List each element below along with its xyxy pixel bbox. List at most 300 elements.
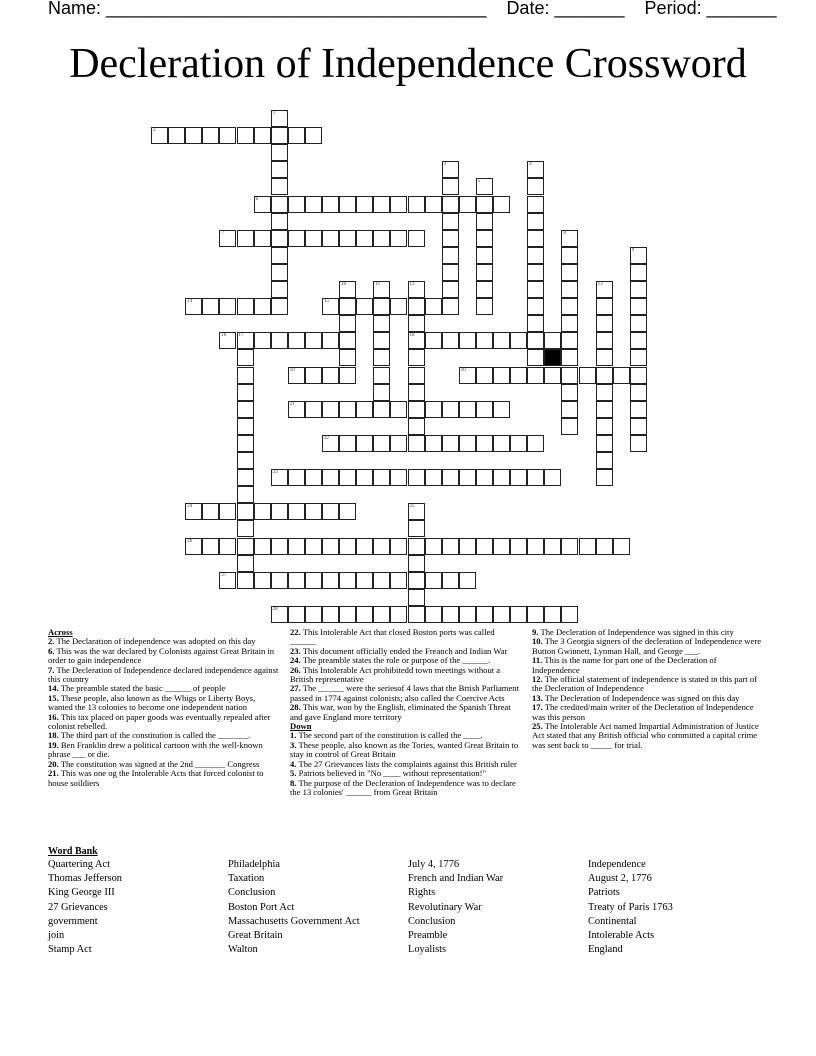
grid-cell[interactable] bbox=[442, 538, 459, 555]
grid-cell[interactable] bbox=[442, 401, 459, 418]
grid-cell[interactable] bbox=[254, 196, 271, 213]
grid-cell[interactable] bbox=[544, 332, 561, 349]
grid-cell[interactable] bbox=[339, 332, 356, 349]
grid-cell[interactable] bbox=[425, 401, 442, 418]
grid-cell[interactable] bbox=[219, 572, 236, 589]
grid-cell[interactable] bbox=[442, 213, 459, 230]
grid-cell[interactable] bbox=[237, 298, 254, 315]
grid-cell[interactable] bbox=[339, 281, 356, 298]
grid-cell[interactable] bbox=[373, 196, 390, 213]
grid-cell[interactable] bbox=[339, 315, 356, 332]
grid-cell[interactable] bbox=[373, 401, 390, 418]
grid-cell[interactable] bbox=[373, 315, 390, 332]
grid-cell[interactable] bbox=[527, 349, 544, 366]
grid-cell[interactable] bbox=[339, 367, 356, 384]
grid-cell[interactable] bbox=[237, 332, 254, 349]
grid-cell[interactable] bbox=[288, 127, 305, 144]
grid-cell[interactable] bbox=[237, 418, 254, 435]
grid-cell[interactable] bbox=[254, 503, 271, 520]
grid-cell[interactable] bbox=[305, 401, 322, 418]
grid-cell[interactable] bbox=[476, 538, 493, 555]
grid-cell[interactable] bbox=[288, 538, 305, 555]
grid-cell[interactable] bbox=[390, 572, 407, 589]
grid-cell[interactable] bbox=[442, 230, 459, 247]
grid-cell[interactable] bbox=[544, 469, 561, 486]
clues-column-1 bbox=[48, 628, 280, 788]
grid-cell[interactable] bbox=[630, 367, 647, 384]
grid-cell[interactable] bbox=[596, 281, 613, 298]
grid-cell[interactable] bbox=[322, 298, 339, 315]
grid-cell[interactable] bbox=[237, 367, 254, 384]
grid-cell[interactable] bbox=[459, 401, 476, 418]
grid-cell[interactable] bbox=[630, 349, 647, 366]
word-bank-item: Continental bbox=[588, 915, 637, 927]
grid-cell[interactable] bbox=[356, 196, 373, 213]
grid-cell[interactable] bbox=[561, 538, 578, 555]
clue-number: 13 bbox=[597, 282, 603, 287]
grid-cell[interactable] bbox=[373, 349, 390, 366]
grid-cell[interactable] bbox=[237, 538, 254, 555]
grid-cell[interactable] bbox=[373, 538, 390, 555]
grid-cell[interactable] bbox=[390, 196, 407, 213]
grid-cell[interactable] bbox=[356, 572, 373, 589]
grid-cell[interactable] bbox=[596, 349, 613, 366]
grid-cell[interactable] bbox=[185, 538, 202, 555]
grid-cell[interactable] bbox=[271, 110, 288, 127]
grid-cell[interactable] bbox=[237, 503, 254, 520]
grid-cell[interactable] bbox=[442, 264, 459, 281]
grid-cell[interactable] bbox=[202, 538, 219, 555]
grid-cell[interactable] bbox=[288, 196, 305, 213]
grid-cell[interactable] bbox=[219, 230, 236, 247]
grid-cell[interactable] bbox=[493, 606, 510, 623]
grid-cell[interactable] bbox=[339, 606, 356, 623]
grid-cell[interactable] bbox=[527, 178, 544, 195]
grid-cell[interactable] bbox=[561, 384, 578, 401]
grid-cell[interactable] bbox=[527, 315, 544, 332]
grid-cell[interactable] bbox=[237, 230, 254, 247]
grid-cell[interactable] bbox=[630, 247, 647, 264]
grid-cell[interactable] bbox=[596, 435, 613, 452]
grid-cell[interactable] bbox=[510, 332, 527, 349]
grid-cell[interactable] bbox=[288, 230, 305, 247]
grid-cell[interactable] bbox=[493, 401, 510, 418]
grid-cell[interactable] bbox=[305, 606, 322, 623]
grid-cell[interactable] bbox=[339, 538, 356, 555]
grid-cell[interactable] bbox=[425, 196, 442, 213]
grid-cell[interactable] bbox=[219, 332, 236, 349]
grid-cell[interactable] bbox=[339, 572, 356, 589]
grid-cell[interactable] bbox=[476, 281, 493, 298]
grid-cell[interactable] bbox=[459, 435, 476, 452]
grid-cell[interactable] bbox=[305, 332, 322, 349]
grid-cell[interactable] bbox=[527, 264, 544, 281]
grid-cell[interactable] bbox=[425, 572, 442, 589]
grid-cell[interactable] bbox=[271, 196, 288, 213]
date-label: Date: bbox=[506, 0, 550, 18]
grid-cell[interactable] bbox=[339, 469, 356, 486]
grid-cell[interactable] bbox=[373, 332, 390, 349]
grid-cell[interactable] bbox=[442, 196, 459, 213]
grid-cell[interactable] bbox=[408, 469, 425, 486]
grid-cell[interactable] bbox=[527, 367, 544, 384]
grid-cell[interactable] bbox=[322, 332, 339, 349]
grid-cell[interactable] bbox=[322, 606, 339, 623]
grid-cell[interactable] bbox=[271, 281, 288, 298]
grid-cell[interactable] bbox=[373, 230, 390, 247]
grid-cell[interactable] bbox=[459, 606, 476, 623]
grid-cell[interactable] bbox=[373, 298, 390, 315]
grid-cell[interactable] bbox=[476, 469, 493, 486]
grid-cell[interactable] bbox=[356, 298, 373, 315]
grid-cell[interactable] bbox=[527, 606, 544, 623]
grid-cell[interactable] bbox=[202, 503, 219, 520]
grid-cell[interactable] bbox=[271, 161, 288, 178]
grid-cell[interactable] bbox=[442, 247, 459, 264]
grid-cell[interactable] bbox=[476, 401, 493, 418]
grid-cell[interactable] bbox=[288, 606, 305, 623]
grid-cell[interactable] bbox=[322, 572, 339, 589]
grid-cell[interactable] bbox=[339, 230, 356, 247]
grid-cell[interactable] bbox=[271, 332, 288, 349]
grid-cell[interactable] bbox=[237, 452, 254, 469]
grid-cell[interactable] bbox=[596, 469, 613, 486]
grid-cell[interactable] bbox=[442, 572, 459, 589]
grid-cell[interactable] bbox=[493, 435, 510, 452]
grid-cell[interactable] bbox=[356, 435, 373, 452]
grid-cell[interactable] bbox=[254, 230, 271, 247]
grid-cell[interactable] bbox=[288, 367, 305, 384]
grid-cell[interactable] bbox=[408, 315, 425, 332]
grid-cell[interactable] bbox=[459, 572, 476, 589]
grid-cell[interactable] bbox=[356, 538, 373, 555]
grid-cell[interactable] bbox=[408, 418, 425, 435]
grid-cell[interactable] bbox=[237, 555, 254, 572]
grid-cell[interactable] bbox=[459, 332, 476, 349]
grid-cell[interactable] bbox=[408, 349, 425, 366]
grid-cell[interactable] bbox=[561, 401, 578, 418]
grid-cell[interactable] bbox=[442, 298, 459, 315]
grid-cell[interactable] bbox=[408, 520, 425, 537]
grid-cell[interactable] bbox=[561, 418, 578, 435]
grid-cell[interactable] bbox=[339, 435, 356, 452]
grid-cell[interactable] bbox=[493, 469, 510, 486]
grid-cell[interactable] bbox=[527, 332, 544, 349]
grid-cell[interactable] bbox=[579, 538, 596, 555]
grid-cell[interactable] bbox=[527, 469, 544, 486]
grid-cell[interactable] bbox=[237, 520, 254, 537]
grid-cell[interactable] bbox=[322, 401, 339, 418]
grid-cell[interactable] bbox=[271, 606, 288, 623]
grid-cell[interactable] bbox=[339, 196, 356, 213]
grid-cell[interactable] bbox=[219, 503, 236, 520]
grid-cell[interactable] bbox=[425, 298, 442, 315]
grid-cell[interactable] bbox=[356, 401, 373, 418]
grid-cell[interactable] bbox=[425, 332, 442, 349]
grid-cell[interactable] bbox=[271, 469, 288, 486]
clue-number: 18 bbox=[409, 333, 415, 339]
grid-cell[interactable] bbox=[408, 572, 425, 589]
grid-cell[interactable] bbox=[527, 213, 544, 230]
grid-cell[interactable] bbox=[561, 349, 578, 366]
grid-cell[interactable] bbox=[373, 367, 390, 384]
grid-cell[interactable] bbox=[305, 196, 322, 213]
grid-cell[interactable] bbox=[425, 435, 442, 452]
grid-cell[interactable] bbox=[561, 264, 578, 281]
grid-cell[interactable] bbox=[510, 538, 527, 555]
grid-cell[interactable] bbox=[237, 127, 254, 144]
grid-cell[interactable] bbox=[271, 503, 288, 520]
grid-cell[interactable] bbox=[373, 606, 390, 623]
grid-cell[interactable] bbox=[630, 401, 647, 418]
grid-cell[interactable] bbox=[271, 178, 288, 195]
grid-cell[interactable] bbox=[390, 469, 407, 486]
grid-cell[interactable] bbox=[271, 247, 288, 264]
grid-cell[interactable] bbox=[288, 401, 305, 418]
grid-cell[interactable] bbox=[408, 538, 425, 555]
grid-cell[interactable] bbox=[408, 196, 425, 213]
grid-cell[interactable] bbox=[476, 264, 493, 281]
grid-cell[interactable] bbox=[510, 435, 527, 452]
grid-cell[interactable] bbox=[630, 298, 647, 315]
grid-cell[interactable] bbox=[288, 572, 305, 589]
grid-cell[interactable] bbox=[322, 196, 339, 213]
grid-cell[interactable] bbox=[322, 367, 339, 384]
grid-cell[interactable] bbox=[168, 127, 185, 144]
grid-cell[interactable] bbox=[219, 298, 236, 315]
grid-cell[interactable] bbox=[322, 469, 339, 486]
grid-cell[interactable] bbox=[390, 298, 407, 315]
grid-cell[interactable] bbox=[459, 469, 476, 486]
grid-cell[interactable] bbox=[271, 264, 288, 281]
grid-cell[interactable] bbox=[527, 230, 544, 247]
grid-cell[interactable] bbox=[544, 538, 561, 555]
grid-cell[interactable] bbox=[305, 572, 322, 589]
grid-cell[interactable] bbox=[596, 384, 613, 401]
grid-cell[interactable] bbox=[339, 349, 356, 366]
grid-cell[interactable] bbox=[476, 435, 493, 452]
grid-cell[interactable] bbox=[254, 538, 271, 555]
grid-cell[interactable] bbox=[151, 127, 168, 144]
grid-cell[interactable] bbox=[476, 332, 493, 349]
grid-cell[interactable] bbox=[561, 230, 578, 247]
grid-cell[interactable] bbox=[493, 538, 510, 555]
grid-cell[interactable] bbox=[544, 606, 561, 623]
grid-cell[interactable] bbox=[322, 230, 339, 247]
grid-cell[interactable] bbox=[237, 349, 254, 366]
grid-cell[interactable] bbox=[254, 572, 271, 589]
grid-cell[interactable] bbox=[373, 384, 390, 401]
grid-cell[interactable] bbox=[305, 230, 322, 247]
grid-cell[interactable] bbox=[237, 572, 254, 589]
grid-cell[interactable] bbox=[271, 144, 288, 161]
grid-cell[interactable] bbox=[459, 538, 476, 555]
grid-cell[interactable] bbox=[305, 538, 322, 555]
grid-cell[interactable] bbox=[425, 538, 442, 555]
grid-cell[interactable] bbox=[476, 230, 493, 247]
grid-cell[interactable] bbox=[596, 452, 613, 469]
grid-cell[interactable] bbox=[561, 298, 578, 315]
grid-cell[interactable] bbox=[561, 367, 578, 384]
grid-cell[interactable] bbox=[288, 503, 305, 520]
grid-cell[interactable] bbox=[442, 161, 459, 178]
grid-cell[interactable] bbox=[237, 435, 254, 452]
grid-cell[interactable] bbox=[237, 486, 254, 503]
grid-cell[interactable] bbox=[442, 606, 459, 623]
grid-cell[interactable] bbox=[476, 213, 493, 230]
grid-cell[interactable] bbox=[408, 367, 425, 384]
grid-cell[interactable] bbox=[630, 264, 647, 281]
grid-cell[interactable] bbox=[390, 230, 407, 247]
grid-cell[interactable] bbox=[185, 127, 202, 144]
grid-cell[interactable] bbox=[527, 281, 544, 298]
grid-cell[interactable] bbox=[476, 367, 493, 384]
grid-cell[interactable] bbox=[561, 281, 578, 298]
grid-cell[interactable] bbox=[237, 401, 254, 418]
grid-cell[interactable] bbox=[373, 469, 390, 486]
grid-cell[interactable] bbox=[339, 298, 356, 315]
grid-cell[interactable] bbox=[476, 196, 493, 213]
grid-cell[interactable] bbox=[185, 503, 202, 520]
grid-cell[interactable] bbox=[476, 606, 493, 623]
date-blank[interactable]: _______ bbox=[549, 0, 625, 18]
grid-cell[interactable] bbox=[561, 247, 578, 264]
grid-cell[interactable] bbox=[613, 538, 630, 555]
grid-cell[interactable] bbox=[408, 435, 425, 452]
grid-cell[interactable] bbox=[493, 367, 510, 384]
grid-cell[interactable] bbox=[305, 469, 322, 486]
grid-cell[interactable] bbox=[527, 247, 544, 264]
grid-cell[interactable] bbox=[630, 435, 647, 452]
grid-cell[interactable] bbox=[356, 469, 373, 486]
grid-cell[interactable] bbox=[493, 332, 510, 349]
grid-cell[interactable] bbox=[271, 213, 288, 230]
grid-cell[interactable] bbox=[254, 298, 271, 315]
grid-cell[interactable] bbox=[408, 298, 425, 315]
grid-cell[interactable] bbox=[561, 606, 578, 623]
grid-cell[interactable] bbox=[219, 538, 236, 555]
clue-number: 7 bbox=[221, 230, 224, 236]
grid-cell[interactable] bbox=[408, 230, 425, 247]
grid-cell[interactable] bbox=[339, 503, 356, 520]
grid-cell[interactable] bbox=[202, 127, 219, 144]
grid-cell[interactable] bbox=[237, 384, 254, 401]
grid-cell[interactable] bbox=[527, 435, 544, 452]
grid-cell[interactable] bbox=[408, 281, 425, 298]
name-blank[interactable]: ______________________________________ bbox=[101, 0, 487, 18]
grid-cell[interactable] bbox=[510, 606, 527, 623]
grid-cell[interactable] bbox=[408, 332, 425, 349]
grid-cell[interactable] bbox=[254, 332, 271, 349]
period-blank[interactable]: _______ bbox=[701, 0, 777, 18]
grid-cell[interactable] bbox=[390, 606, 407, 623]
grid-cell[interactable] bbox=[459, 196, 476, 213]
grid-cell[interactable] bbox=[305, 127, 322, 144]
grid-cell[interactable] bbox=[527, 298, 544, 315]
grid-cell[interactable] bbox=[459, 367, 476, 384]
grid-cell[interactable] bbox=[527, 538, 544, 555]
grid-cell[interactable] bbox=[202, 298, 219, 315]
grid-cell[interactable] bbox=[237, 469, 254, 486]
grid-cell[interactable] bbox=[476, 298, 493, 315]
grid-cell[interactable] bbox=[322, 435, 339, 452]
grid-cell[interactable] bbox=[630, 315, 647, 332]
grid-cell[interactable] bbox=[271, 127, 288, 144]
grid-cell[interactable] bbox=[271, 538, 288, 555]
grid-cell[interactable] bbox=[390, 401, 407, 418]
grid-cell[interactable] bbox=[271, 230, 288, 247]
grid-cell[interactable] bbox=[596, 418, 613, 435]
grid-cell[interactable] bbox=[596, 401, 613, 418]
grid-cell[interactable] bbox=[219, 127, 236, 144]
grid-cell[interactable] bbox=[442, 332, 459, 349]
grid-cell[interactable] bbox=[527, 196, 544, 213]
grid-cell[interactable] bbox=[630, 332, 647, 349]
grid-cell[interactable] bbox=[630, 418, 647, 435]
grid-cell[interactable] bbox=[561, 315, 578, 332]
grid-cell[interactable] bbox=[288, 469, 305, 486]
grid-cell[interactable] bbox=[596, 315, 613, 332]
grid-cell[interactable] bbox=[442, 281, 459, 298]
grid-cell[interactable] bbox=[493, 196, 510, 213]
grid-cell[interactable] bbox=[476, 247, 493, 264]
grid-cell[interactable] bbox=[408, 606, 425, 623]
grid-cell[interactable] bbox=[254, 127, 271, 144]
grid-cell[interactable] bbox=[579, 367, 596, 384]
grid-cell[interactable] bbox=[510, 469, 527, 486]
grid-cell[interactable] bbox=[425, 606, 442, 623]
grid-cell[interactable] bbox=[390, 435, 407, 452]
grid-cell[interactable] bbox=[442, 435, 459, 452]
grid-cell[interactable] bbox=[322, 538, 339, 555]
grid-cell[interactable] bbox=[373, 281, 390, 298]
grid-cell[interactable] bbox=[408, 503, 425, 520]
grid-cell[interactable] bbox=[544, 367, 561, 384]
grid-cell[interactable] bbox=[630, 384, 647, 401]
grid-cell[interactable] bbox=[613, 367, 630, 384]
grid-cell[interactable] bbox=[356, 230, 373, 247]
grid-cell[interactable] bbox=[425, 469, 442, 486]
grid-cell[interactable] bbox=[271, 572, 288, 589]
grid-cell[interactable] bbox=[596, 538, 613, 555]
grid-cell[interactable] bbox=[288, 332, 305, 349]
grid-cell[interactable] bbox=[630, 281, 647, 298]
grid-cell[interactable] bbox=[476, 178, 493, 195]
grid-cell[interactable] bbox=[390, 538, 407, 555]
grid-cell[interactable] bbox=[596, 332, 613, 349]
grid-cell[interactable] bbox=[408, 401, 425, 418]
grid-cell[interactable] bbox=[527, 161, 544, 178]
grid-cell[interactable] bbox=[442, 178, 459, 195]
grid-cell[interactable] bbox=[442, 469, 459, 486]
grid-cell[interactable] bbox=[596, 367, 613, 384]
grid-cell[interactable] bbox=[305, 503, 322, 520]
grid-cell[interactable] bbox=[408, 589, 425, 606]
grid-cell[interactable] bbox=[356, 606, 373, 623]
grid-cell[interactable] bbox=[596, 298, 613, 315]
grid-cell[interactable] bbox=[408, 555, 425, 572]
grid-cell[interactable] bbox=[408, 384, 425, 401]
grid-cell[interactable] bbox=[305, 367, 322, 384]
grid-cell[interactable] bbox=[561, 332, 578, 349]
grid-cell[interactable] bbox=[373, 572, 390, 589]
grid-cell[interactable] bbox=[373, 435, 390, 452]
grid-cell[interactable] bbox=[510, 367, 527, 384]
grid-cell[interactable] bbox=[271, 298, 288, 315]
grid-cell[interactable] bbox=[322, 503, 339, 520]
grid-cell[interactable] bbox=[185, 298, 202, 315]
grid-cell[interactable] bbox=[339, 401, 356, 418]
